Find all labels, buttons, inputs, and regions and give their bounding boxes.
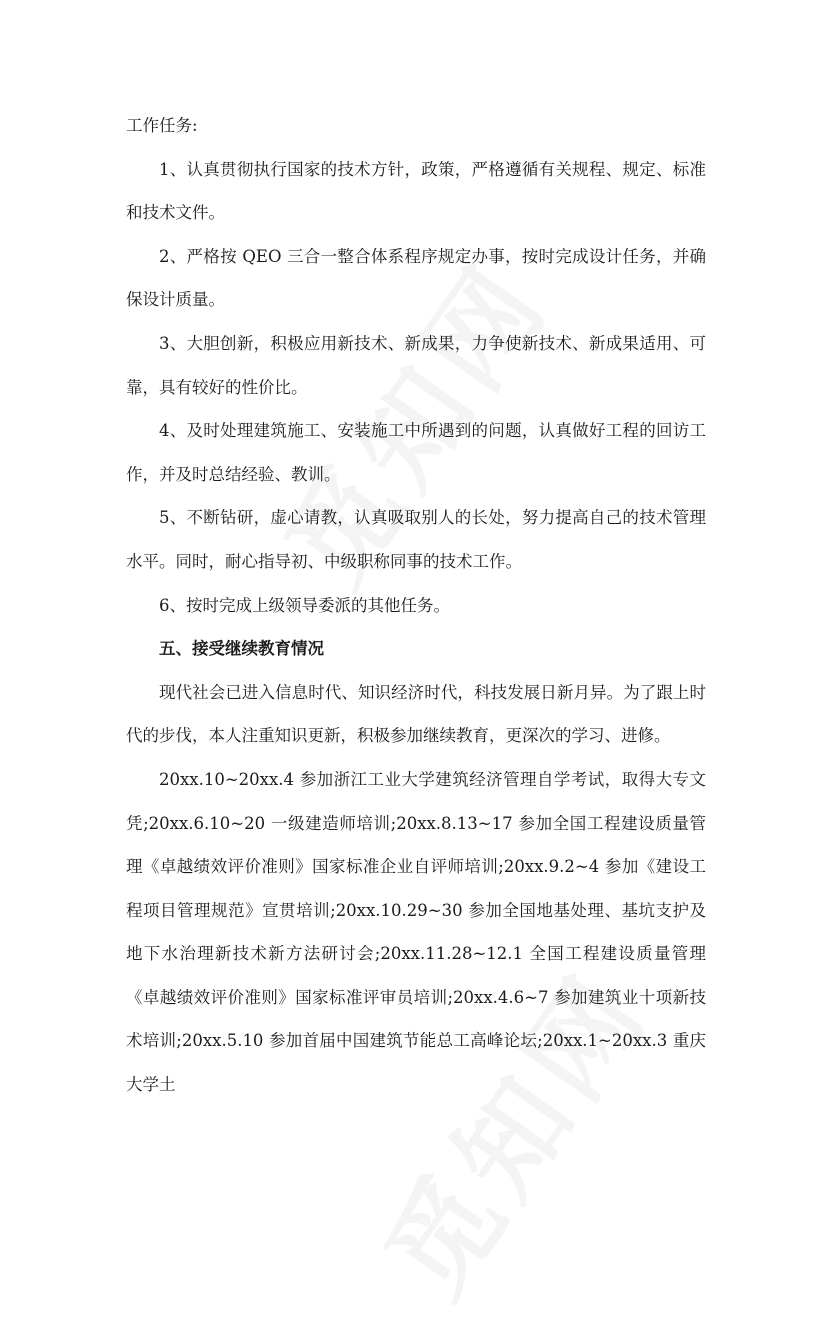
- task-item: 4、及时处理建筑施工、安装施工中所遇到的问题，认真做好工程的回访工作，并及时总结经验、教训。: [126, 421, 706, 484]
- task-item: 6、按时完成上级领导委派的其他任务。: [159, 595, 450, 615]
- tasks-title: 工作任务:: [126, 116, 198, 135]
- task-item: 1、认真贯彻执行国家的技术方针，政策，严格遵循有关规程、规定、标准和技术文件。: [126, 159, 706, 223]
- section-heading: 五、接受继续教育情况: [159, 639, 324, 659]
- training-paragraph: 20xx.10~20xx.4 参加浙江工业大学建筑经济管理自学考试，取得大专文凭;20xx.6.10~20 一级建造师培训;20xx.8.13~17 参加全国工程建设质量管理《卓越绩效评价准则》国家标准企业自评师培训;20xx.9.2~4 参加《建设工程项目管理规范》宣贯培训;20xx.10.29~30 参加全国地基处理、基坑支护及地下水治理新技术新方法研讨会;20xx.11.28~12.1 全国工程建设质量管理《卓越绩效评价准则》国家标准评审员培训;20xx.4.6~7 参加建筑业十项新技术培训;20xx.5.10 参加首届中国建筑节能总工高峰论坛;20xx.1~20xx.3 重庆大学土: [126, 769, 706, 1095]
- task-item: 3、大胆创新，积极应用新技术、新成果，力争使新技术、新成果适用、可靠，具有较好的性价比。: [126, 333, 706, 397]
- intro-paragraph: 现代社会已进入信息时代、知识经济时代，科技发展日新月异。为了跟上时代的步伐，本人注重知识更新，积极参加继续教育，更深次的学习、进修。: [126, 682, 706, 746]
- task-item: 5、不断钻研，虚心请教，认真吸取别人的长处，努力提高自己的技术管理水平。同时，耐心指导初、中级职称同事的技术工作。: [126, 508, 706, 571]
- task-item: 2、严格按 QEO 三合一整合体系程序规定办事，按时完成设计任务，并确保设计质量。: [126, 246, 706, 310]
- document-body: [126, 104, 706, 1107]
